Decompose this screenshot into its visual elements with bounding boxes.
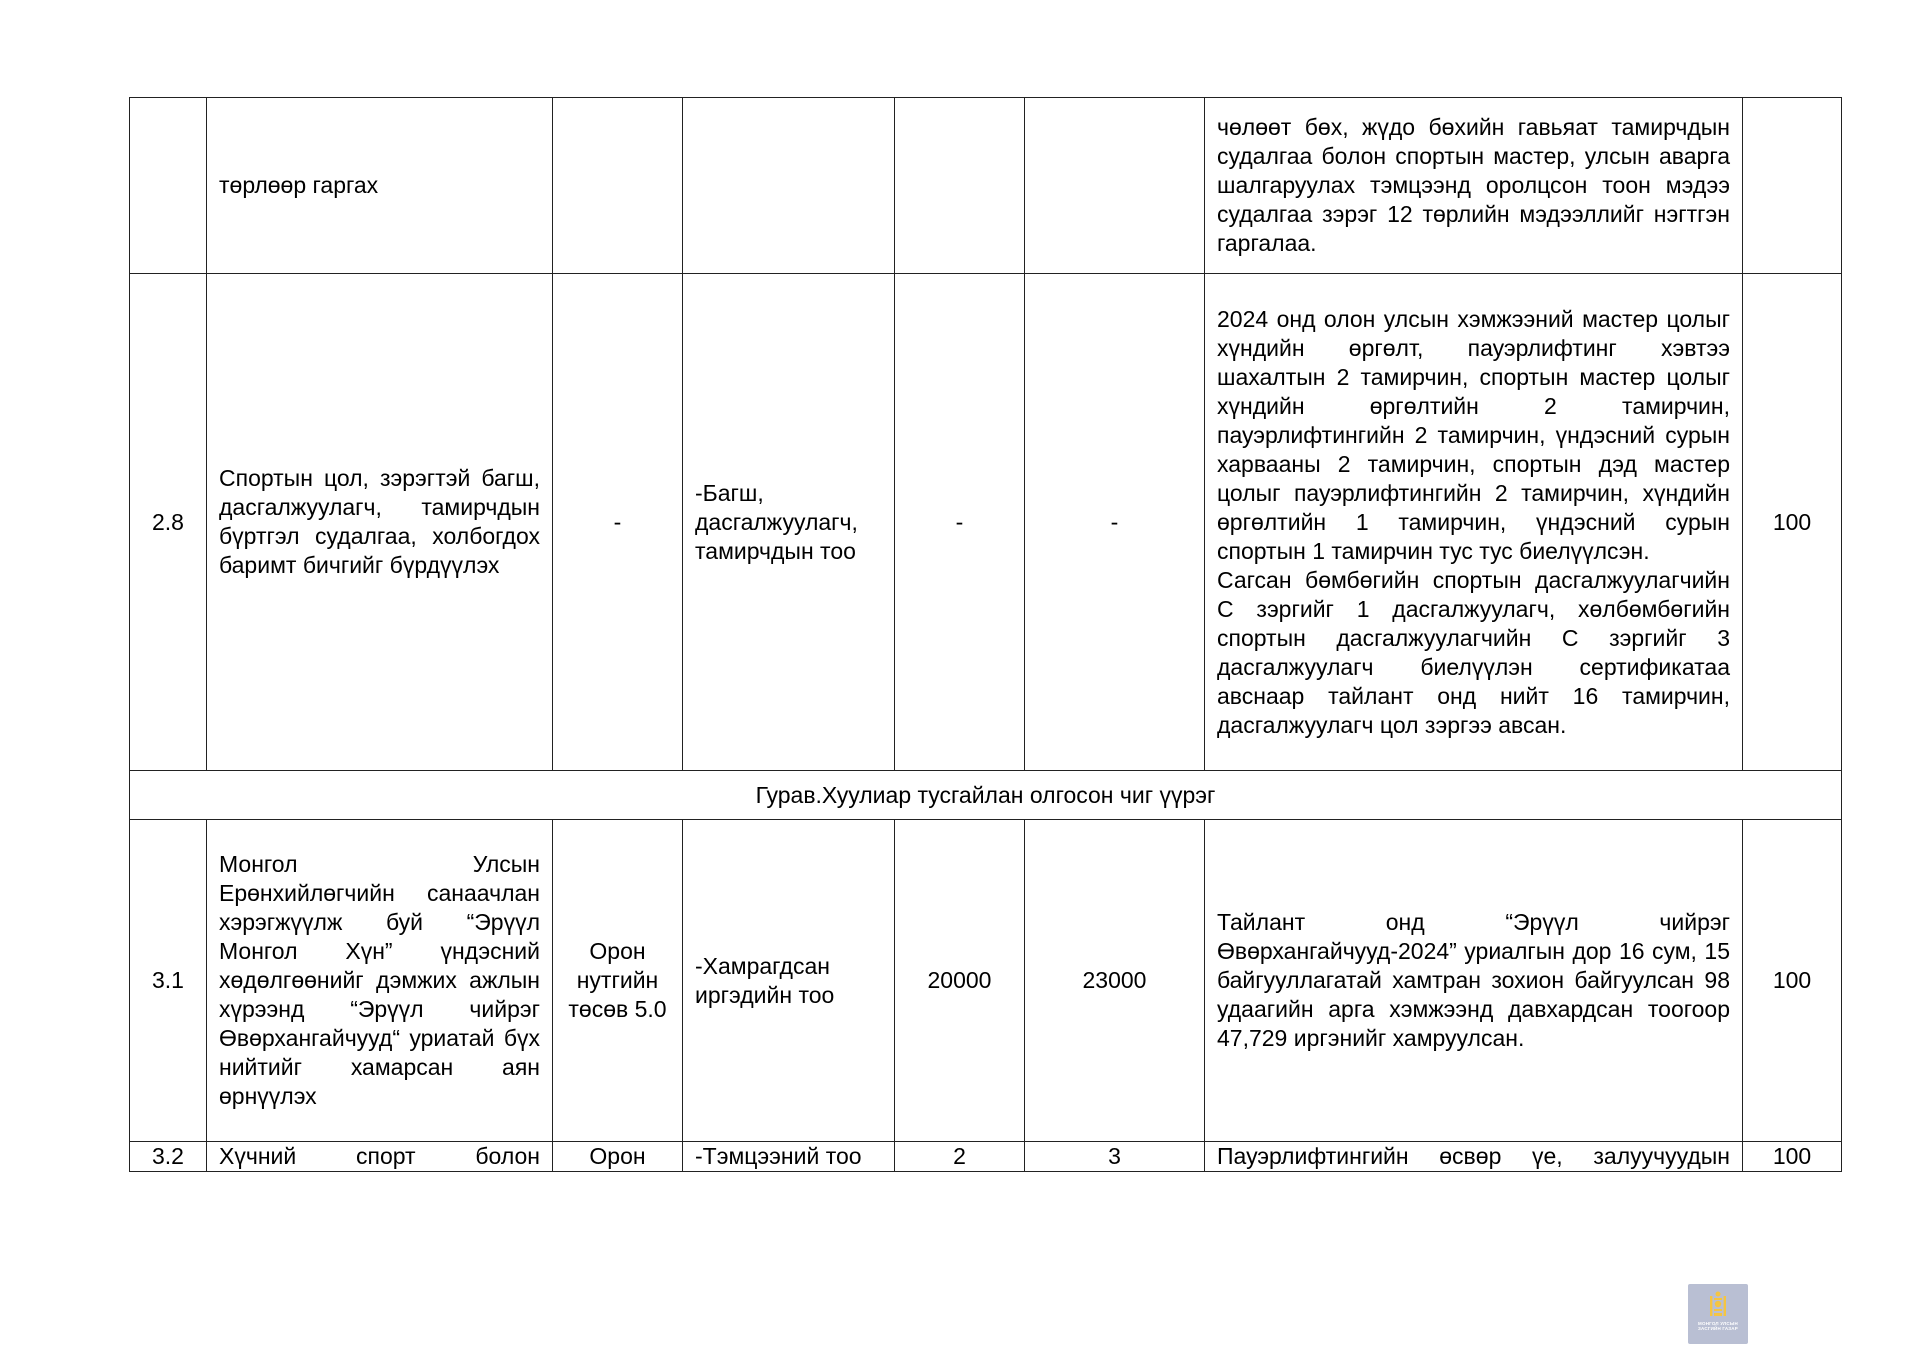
percent-cell: 100 [1743, 1142, 1842, 1172]
row-number [130, 98, 207, 274]
indicator-cell: -Багш, дасгалжуулагч, тамирчдын тоо [683, 274, 895, 771]
baseline-cell [895, 98, 1025, 274]
activity-cell [207, 1142, 553, 1172]
baseline-cell: - [895, 274, 1025, 771]
budget-cell: - [553, 274, 683, 771]
baseline-cell: 2 [895, 1142, 1025, 1172]
baseline-cell: 20000 [895, 820, 1025, 1142]
target-cell [1025, 98, 1205, 274]
table-row [130, 1142, 1842, 1172]
row-number: 3.2 [130, 1142, 207, 1172]
report-table [129, 97, 1842, 1172]
budget-cell: Орон [553, 1142, 683, 1172]
result-cell: чөлөөт бөх, жүдо бөхийн гавьяат тамирчдын судалгаа болон спортын мастер, улсын аварга шалгаруулах тэмцээнд оролцсон тоон мэдээ судалгаа зэрэг 12 төрлийн мэдээллийг нэгтгэн гаргалаа. [1205, 98, 1743, 274]
indicator-cell: -Хамрагдсан иргэдийн тоо [683, 820, 895, 1142]
result-cell: Тайлант онд “Эрүүл чийрэг Өвөрхангайчууд-2024” уриалгын дор 16 сум, 15 байгууллагатай хамтран зохион байгуулсан 98 удаагийн арга хэмжээнд давхардсан тоогоор 47,729 иргэнийг хамруулсан. [1205, 820, 1743, 1142]
table-row [130, 820, 1842, 1142]
budget-cell [553, 98, 683, 274]
target-cell: - [1025, 274, 1205, 771]
activity-text: Хүчний спорт болон [219, 1143, 540, 1169]
activity-cell: Спортын цол, зэрэгтэй багш, дасгалжуулагч, тамирчдын бүртгэл судалгаа, холбогдох баримт бичгийг бүрдүүлэх [207, 274, 553, 771]
indicator-cell: -Тэмцээний тоо [683, 1142, 895, 1172]
result-cell [1205, 1142, 1743, 1172]
logo-line-2: ЗАСГИЙН ГАЗАР [1698, 1326, 1738, 1331]
soyombo-emblem-icon [1707, 1290, 1729, 1320]
percent-cell: 100 [1743, 820, 1842, 1142]
budget-cell: Орон нутгийн төсөв 5.0 [553, 820, 683, 1142]
table-row [130, 98, 1842, 274]
section-row [130, 771, 1842, 820]
section-title: Гурав.Хуулиар тусгайлан олгосон чиг үүрэг [130, 771, 1842, 820]
result-cell [1205, 274, 1743, 771]
result-paragraph: Сагсан бөмбөгийн спортын дасгалжуулагчийн С зэргийг 1 дасгалжуулагч, хөлбөмбөгийн спортын дасгалжуулагчийн С зэргийг 3 дасгалжуулагч биелүүлэн сертификатаа авснаар тайлант онд нийт 16 тамирчин, дасгалжуулагч цол зэргээ авсан. [1217, 566, 1730, 738]
result-paragraph: 2024 онд олон улсын хэмжээний мастер цолыг хүндийн өргөлт, пауэрлифтинг хэвтээ шахалтын 2 тамирчин, спортын мастер цолыг хүндийн өргөлтийн 2 тамирчин, пауэрлифтингийн 2 тамирчин, үндэсний сурын харвааны 2 тамирчин, спортын дэд мастер цолыг пауэрлифтингийн 2 тамирчин, хүндийн өргөлтийн 1 тамирчин, үндэсний сурын спортын 1 тамирчин тус тус биелүүлсэн. [1217, 305, 1730, 564]
logo-text [1698, 1321, 1738, 1331]
activity-cell: Монгол Улсын Ерөнхийлөгчийн санаачлан хэрэгжүүлж буй “Эрүүл Монгол Хүн” үндэсний хөдөлгөөнийг дэмжих ажлын хүрээнд “Эрүүл чийрэг Өвөрхангайчууд“ уриатай бүх нийтийг хамарсан аян өрнүүлэх [207, 820, 553, 1142]
activity-cell: төрлөөр гаргах [207, 98, 553, 274]
percent-cell: 100 [1743, 274, 1842, 771]
percent-cell [1743, 98, 1842, 274]
government-logo [1688, 1284, 1748, 1344]
logo-line-1: МОНГОЛ УЛСЫН [1698, 1321, 1738, 1326]
indicator-cell [683, 98, 895, 274]
result-text: Пауэрлифтингийн өсвөр үе, залуучуудын [1217, 1143, 1730, 1169]
target-cell: 3 [1025, 1142, 1205, 1172]
row-number: 3.1 [130, 820, 207, 1142]
row-number: 2.8 [130, 274, 207, 771]
table-row [130, 274, 1842, 771]
target-cell: 23000 [1025, 820, 1205, 1142]
